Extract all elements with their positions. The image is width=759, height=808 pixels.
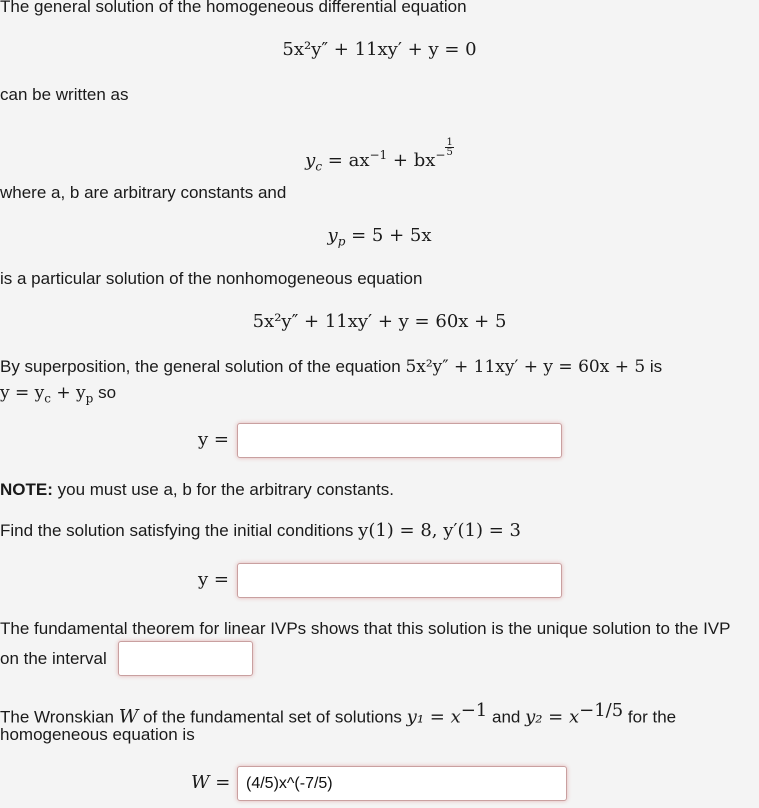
homogeneous-equation: 5x²y″ + 11xy′ + y = 0: [282, 39, 477, 60]
nonhomogeneous-equation: 5x²y″ + 11xy′ + y = 60x + 5: [252, 311, 507, 332]
yp-formula: $y_p = 5 + 5x$: [327, 225, 432, 249]
interval-label: on the interval: [0, 649, 107, 668]
wronskian-line2: homogeneous equation is: [0, 725, 195, 744]
general-solution-input[interactable]: [237, 423, 562, 458]
theorem-text: The fundamental theorem for linear IVPs shows that this solution is the unique solution to the IVP: [0, 619, 731, 638]
interval-input[interactable]: [118, 641, 253, 676]
where-text: where a, b are arbitrary constants and: [0, 183, 287, 202]
W-label: W =: [191, 772, 231, 793]
can-be-written-text: can be written as: [0, 85, 129, 104]
y-label-ivp: y =: [198, 569, 229, 590]
wronskian-text: The Wronskian W of the fundamental set of solutions $y_1 = x^{-1}$ and $y_2 = x^{-1/5}$ for the: [0, 700, 677, 728]
note-text: NOTE: you must use a, b for the arbitrary constants.: [0, 480, 394, 499]
yc-formula: $y_c = ax^{-1} + bx^{- \frac{1}{5}}$: [305, 137, 453, 174]
find-text: Find the solution satisfying the initial conditions y(1) = 8, y′(1) = 3: [0, 520, 521, 541]
intro-text: The general solution of the homogeneous differential equation: [0, 0, 467, 16]
ivp-solution-input[interactable]: [237, 563, 562, 598]
superposition-text: By superposition, the general solution of the equation 5x²y″ + 11xy′ + y = 60x + 5 is: [0, 357, 663, 377]
wronskian-input[interactable]: [237, 766, 567, 801]
y-label-general: y =: [198, 429, 229, 450]
superposition-line2: $y = y_c + y_p$ so: [0, 383, 117, 406]
particular-text: is a particular solution of the nonhomogeneous equation: [0, 269, 423, 288]
